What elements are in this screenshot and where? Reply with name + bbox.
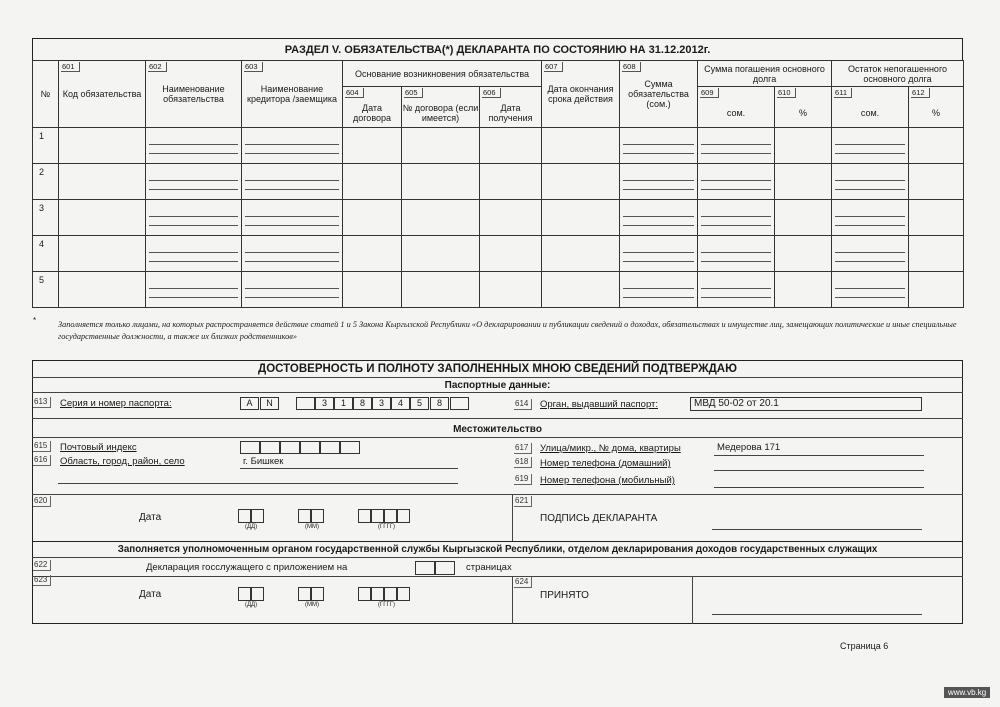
postal-digit-box[interactable] [300,441,320,454]
issuer-field[interactable]: МВД 50-02 от 20.1 [690,397,922,411]
table-row [33,128,964,164]
table-cell[interactable] [480,128,542,164]
table-cell[interactable] [343,200,402,236]
passport-label: Серия и номер паспорта: [60,398,172,409]
table-cell[interactable] [620,236,698,272]
field-624: 624 [514,577,532,588]
field-614: 614 [514,399,532,410]
col-creditor-header: 603 Наименование кредитора /заемщика [242,61,343,128]
obligations-table [32,60,964,308]
table-cell[interactable] [59,272,146,308]
home-phone-label: Номер телефона (домашний) [540,458,671,469]
table-cell[interactable] [909,128,964,164]
date-digit-box[interactable] [311,509,324,523]
street-label: Улица/микр., № дома, квартиры [540,443,681,454]
table-cell[interactable] [480,236,542,272]
date-digit-box[interactable] [397,587,410,601]
street-value[interactable]: Медерова 171 [717,442,781,453]
col-receipt-date-header: 606 Дата получения [480,87,542,128]
col-remaining-pct-header: 612 % [909,87,964,128]
date-digit-box[interactable] [384,509,397,523]
field-617: 617 [514,443,532,454]
postal-label: Почтовый индекс [60,442,137,453]
col-remaining-header: Остаток непогашенного основного долга [832,61,964,87]
table-cell[interactable] [909,164,964,200]
date-digit-box[interactable] [238,587,251,601]
date-digit-box[interactable] [298,587,311,601]
passport-char-box[interactable] [296,397,315,410]
issuer-label: Орган, выдавший паспорт: [540,399,659,410]
table-cell[interactable] [832,200,909,236]
col-no-header: № [33,61,59,128]
passport-char-box[interactable]: 8 [353,397,372,410]
date-part-caption: (ГГГГ) [378,602,395,608]
table-cell[interactable] [146,272,242,308]
col-name-header: 602 Наименование обязательства [146,61,242,128]
table-cell[interactable] [832,164,909,200]
table-cell[interactable] [698,128,775,164]
table-cell[interactable] [620,272,698,308]
col-contract-date-header: 604 Дата договора [343,87,402,128]
table-cell[interactable] [698,200,775,236]
row-number: 1 [33,128,59,164]
date-part-caption: (ММ) [305,524,319,530]
table-cell[interactable] [542,272,620,308]
field-621: 621 [514,496,532,507]
table-cell[interactable] [775,164,832,200]
date-digit-box[interactable] [311,587,324,601]
declaration-label: Декларация госслужащего с приложением на [146,562,348,573]
field-619: 619 [514,474,532,485]
table-cell[interactable] [698,236,775,272]
row-number: 2 [33,164,59,200]
passport-char-box[interactable]: 4 [391,397,410,410]
footnote-star: * [33,316,37,325]
date-digit-box[interactable] [384,587,397,601]
table-cell[interactable] [402,200,480,236]
table-cell[interactable] [620,128,698,164]
date-label: Дата [139,512,162,523]
authority-date-label: Дата [139,589,162,600]
table-cell[interactable] [542,236,620,272]
table-cell[interactable] [542,128,620,164]
table-cell[interactable] [775,200,832,236]
passport-char-box[interactable]: 1 [334,397,353,410]
confirm-title: ДОСТОВЕРНОСТЬ И ПОЛНОТУ ЗАПОЛНЕННЫХ МНОЮ СВЕДЕНИЙ ПОДТВЕРЖДАЮ [258,363,737,375]
watermark: www.vb.kg [944,687,990,698]
col-basis-header: Основание возникновения обязательства [343,61,542,87]
col-amount-header: 608 Сумма обязательства (сом.) [620,61,698,128]
table-cell[interactable] [775,128,832,164]
col-repaid-pct-header: 610 % [775,87,832,128]
date-part-caption: (ГГГГ) [378,524,395,530]
col-code-header: 601 Код обязательства [59,61,146,128]
row-number: 4 [33,236,59,272]
table-cell[interactable] [402,128,480,164]
table-cell[interactable] [542,200,620,236]
table-cell[interactable] [775,236,832,272]
pages-box-2[interactable] [435,561,455,575]
field-623: 623 [33,575,51,586]
table-cell[interactable] [59,128,146,164]
table-cell[interactable] [242,128,343,164]
date-digit-box[interactable] [298,509,311,523]
postal-digit-box[interactable] [280,441,300,454]
col-end-date-header: 607 Дата окончания срока действия [542,61,620,128]
signature-label: ПОДПИСЬ ДЕКЛАРАНТА [540,513,658,524]
table-cell[interactable] [242,272,343,308]
date-digit-box[interactable] [358,509,371,523]
section-title-bar [32,38,963,61]
date-part-caption: (ММ) [305,602,319,608]
table-cell[interactable] [480,272,542,308]
table-cell[interactable] [59,236,146,272]
residence-header: Местожительство [453,424,542,435]
table-row [33,200,964,236]
page-number: Страница 6 [840,641,889,651]
passport-char-box[interactable]: 3 [372,397,391,410]
authority-title: Заполняется уполномоченным органом государственной службы Кыргызской Республики, отделом декларирования доходов государственных служащих [117,544,878,555]
table-cell[interactable] [146,200,242,236]
table-cell[interactable] [832,128,909,164]
pages-label: страницах [466,562,512,573]
table-cell[interactable] [480,164,542,200]
field-613: 613 [33,397,51,408]
table-cell[interactable] [909,236,964,272]
footnote: Заполняется только лицами, на которых распространяется действие статей 1 и 5 Закона Кыргызской Республики «О декларировании и публикации сведений о доходах, обязательствах и имуществе лиц, замещающих политические и иные специальные государственные должности, а также их близких родственников» [58,320,957,341]
pages-box-1[interactable] [415,561,435,575]
passport-char-box[interactable] [450,397,469,410]
date-digit-box[interactable] [251,509,264,523]
accepted-signature-line[interactable] [712,614,922,615]
table-cell[interactable] [146,164,242,200]
row-number: 3 [33,200,59,236]
field-616: 616 [33,455,51,466]
table-cell[interactable] [343,164,402,200]
table-cell[interactable] [343,128,402,164]
table-cell[interactable] [402,272,480,308]
table-cell[interactable] [146,128,242,164]
table-cell[interactable] [343,236,402,272]
region-value[interactable]: г. Бишкек [243,456,284,467]
table-cell[interactable] [832,272,909,308]
postal-digit-box[interactable] [240,441,260,454]
date-digit-box[interactable] [238,509,251,523]
table-cell[interactable] [909,272,964,308]
table-cell[interactable] [480,200,542,236]
col-repaid-som-header: 609 сом. [698,87,775,128]
field-618: 618 [514,457,532,468]
table-row [33,272,964,308]
table-cell[interactable] [620,164,698,200]
col-repaid-header: Сумма погашения основного долга [698,61,832,87]
table-cell[interactable] [242,236,343,272]
passport-char-box[interactable]: 8 [430,397,449,410]
date-digit-box[interactable] [251,587,264,601]
table-cell[interactable] [542,164,620,200]
table-cell[interactable] [59,200,146,236]
table-cell[interactable] [909,200,964,236]
table-cell[interactable] [59,164,146,200]
passport-header: Паспортные данные: [444,380,551,391]
accepted-label: ПРИНЯТО [540,590,589,601]
field-615: 615 [33,441,51,452]
postal-digit-box[interactable] [320,441,340,454]
date-part-caption: (ДД) [245,524,258,530]
mobile-label: Номер телефона (мобильный) [540,475,675,486]
signature-line[interactable] [712,529,922,530]
section-title: РАЗДЕЛ V. ОБЯЗАТЕЛЬСТВА(*) ДЕКЛАРАНТА ПО СОСТОЯНИЮ НА 31.12.2012г. [284,44,711,56]
date-digit-box[interactable] [371,509,384,523]
row-number: 5 [33,272,59,308]
passport-char-box[interactable]: 5 [410,397,429,410]
region-label: Область, город, район, село [60,456,185,467]
table-cell[interactable] [146,236,242,272]
table-cell[interactable] [242,200,343,236]
table-cell[interactable] [402,236,480,272]
field-622: 622 [33,560,51,571]
table-cell[interactable] [775,272,832,308]
postal-digit-box[interactable] [260,441,280,454]
passport-char-box[interactable]: N [260,397,279,410]
date-digit-box[interactable] [397,509,410,523]
table-cell[interactable] [242,164,343,200]
date-part-caption: (ДД) [245,602,258,608]
date-digit-box[interactable] [371,587,384,601]
field-620: 620 [33,496,51,507]
postal-digit-box[interactable] [340,441,360,454]
table-row [33,236,964,272]
table-cell[interactable] [698,164,775,200]
col-remaining-som-header: 611 сом. [832,87,909,128]
table-cell[interactable] [343,272,402,308]
table-cell[interactable] [402,164,480,200]
col-contract-no-header: 605 № договора (если имеется) [402,87,480,128]
passport-char-box[interactable]: A [240,397,259,410]
table-cell[interactable] [698,272,775,308]
table-cell[interactable] [620,200,698,236]
table-row [33,164,964,200]
table-cell[interactable] [832,236,909,272]
date-digit-box[interactable] [358,587,371,601]
passport-char-box[interactable]: 3 [315,397,334,410]
